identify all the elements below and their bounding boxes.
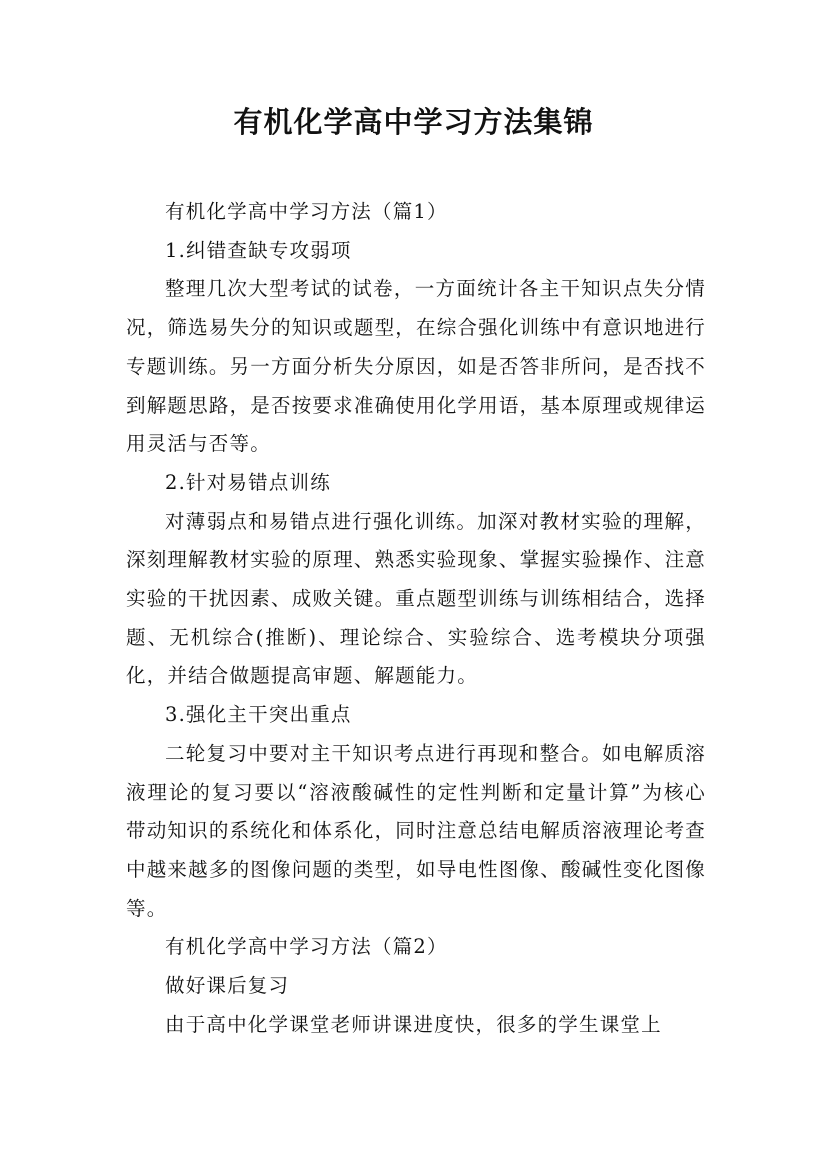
subheading-2: 2.针对易错点训练 (165, 470, 331, 494)
paragraph-4: 由于高中化学课堂老师讲课进度快，很多的学生课堂上 (165, 1012, 662, 1036)
paragraph-2: 对薄弱点和易错点进行强化训练。加深对教材实验的理解，深刻理解教材实验的原理、熟悉实验现象、掌握实验操作、注意实验的干扰因素、成败关键。重点题型训练与训练相结合，选择题、无机综合(推断)、理论综合、实验综合、选考模块分项强化，并结合做题提高审题、解题能力。 (126, 509, 706, 688)
section-heading-1: 有机化学高中学习方法（篇1） (165, 200, 448, 223)
paragraph-3: 二轮复习中要对主干知识考点进行再现和整合。如电解质溶液理论的复习要以“溶液酸碱性的定性判断和定量计算”为核心带动知识的系统化和体系化，同时注意总结电解质溶液理论考查中越来越多的图像问题的类型，如导电性图像、酸碱性变化图像等。 (126, 741, 706, 920)
document-body (126, 193, 706, 1044)
document-title: 有机化学高中学习方法集锦 (233, 105, 594, 139)
subheading-3: 3.强化主干突出重点 (165, 703, 352, 727)
subheading-1: 1.纠错查缺专攻弱项 (165, 238, 352, 262)
subheading-4: 做好课后复习 (165, 974, 290, 998)
section-heading-2: 有机化学高中学习方法（篇2） (165, 935, 448, 959)
paragraph-1: 整理几次大型考试的试卷，一方面统计各主干知识点失分情况，筛选易失分的知识或题型，在综合强化训练中有意识地进行专题训练。另一方面分析失分原因，如是否答非所问，是否找不到解题思路，是否按要求准确使用化学用语，基本原理或规律运用灵活与否等。 (126, 277, 706, 456)
